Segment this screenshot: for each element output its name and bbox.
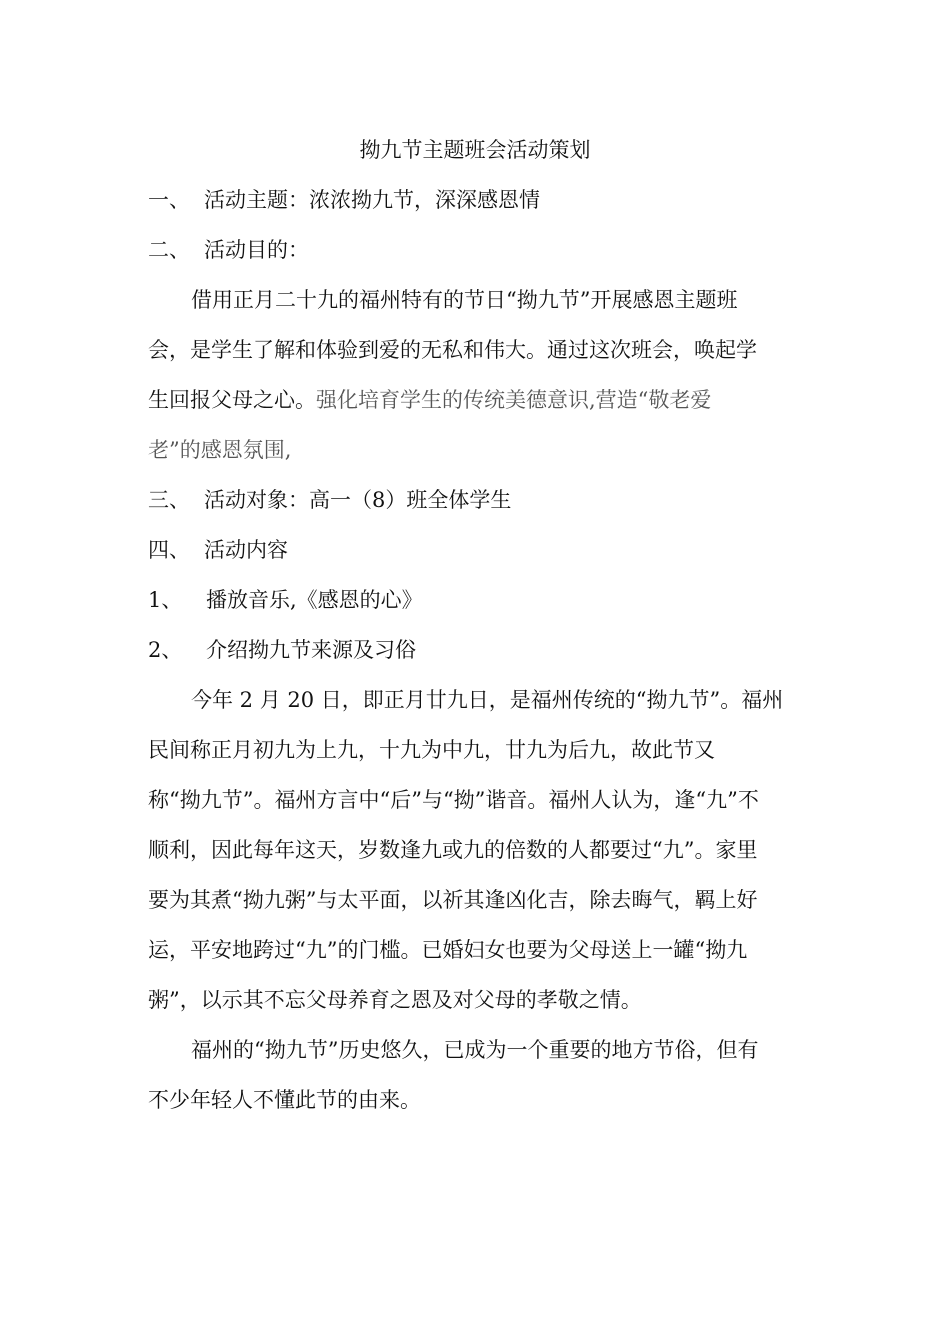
content-item bbox=[148, 636, 416, 664]
paragraph-line: 民间称正月初九为上九，十九为中九，廿九为后九，故此节又 bbox=[148, 738, 715, 762]
purpose-line: 会，是学生了解和体验到爱的无私和伟大。通过这次班会，唤起学 bbox=[148, 338, 757, 362]
section-text: 活动主题：浓浓拗九节，深深感恩情 bbox=[204, 188, 540, 212]
section-number: 四、 bbox=[148, 538, 190, 562]
section-text: 活动内容 bbox=[204, 538, 288, 562]
item-text: 介绍拗九节来源及习俗 bbox=[206, 638, 416, 662]
section-number: 二、 bbox=[148, 238, 190, 262]
paragraph-line: 称“拗九节”。福州方言中“后”与“拗”谐音。福州人认为，逢“九”不 bbox=[148, 788, 759, 812]
purpose-line: 老”的感恩氛围, bbox=[148, 438, 292, 462]
paragraph-line: 不少年轻人不懂此节的由来。 bbox=[148, 1088, 421, 1112]
section-heading-purpose bbox=[148, 236, 309, 264]
section-number: 一、 bbox=[148, 188, 190, 212]
section-heading-content bbox=[148, 536, 288, 564]
section-text: 活动对象：高一（8）班全体学生 bbox=[204, 488, 512, 512]
paragraph-line: 福州的“拗九节”历史悠久，已成为一个重要的地方节俗，但有 bbox=[191, 1038, 759, 1062]
purpose-text: 强化培育学生的传统美德意识,营造“敬老爱 bbox=[316, 388, 712, 412]
paragraph-line: 今年 2 月 20 日，即正月廿九日，是福州传统的“拗九节”。福州 bbox=[191, 688, 784, 712]
item-number: 2、 bbox=[148, 638, 183, 662]
item-number: 1、 bbox=[148, 588, 183, 612]
purpose-line: 借用正月二十九的福州特有的节日“拗九节”开展感恩主题班 bbox=[191, 288, 738, 312]
content-item bbox=[148, 586, 423, 614]
paragraph-line: 顺利，因此每年这天，岁数逢九或九的倍数的人都要过“九”。家里 bbox=[148, 838, 758, 862]
paragraph-line: 运，平安地跨过“九”的门槛。已婚妇女也要为父母送上一罐“拗九 bbox=[148, 938, 748, 962]
item-text: 播放音乐,《感恩的心》 bbox=[206, 588, 423, 612]
section-number: 三、 bbox=[148, 488, 190, 512]
paragraph-line: 要为其煮“拗九粥”与太平面，以祈其逢凶化吉，除去晦气，羁上好 bbox=[148, 888, 758, 912]
purpose-text: 生回报父母之心。 bbox=[148, 388, 316, 412]
section-text: 活动目的： bbox=[204, 238, 309, 262]
paragraph-line: 粥”，以示其不忘父母养育之恩及对父母的孝敬之情。 bbox=[148, 988, 642, 1012]
purpose-line bbox=[148, 386, 711, 414]
document-title: 拗九节主题班会活动策划 bbox=[359, 138, 591, 162]
section-heading-audience bbox=[148, 486, 511, 514]
section-heading-theme bbox=[148, 186, 540, 214]
